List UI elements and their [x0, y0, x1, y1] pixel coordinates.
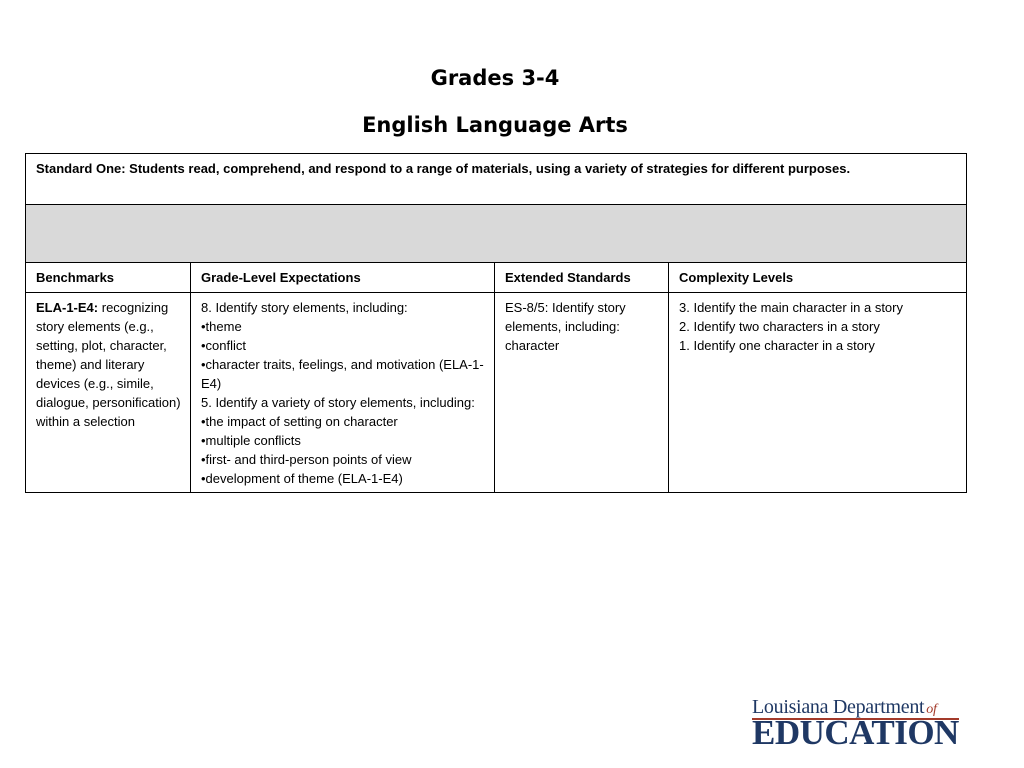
column-header-extended-standards: Extended Standards: [495, 263, 669, 293]
shaded-cell: [26, 205, 967, 263]
complexity-line: 3. Identify the main character in a story: [679, 300, 903, 315]
expectation-line: 8. Identify story elements, including:: [201, 300, 408, 315]
grade-title: Grades 3-4: [430, 66, 560, 90]
expectations-cell: [191, 293, 495, 493]
expectation-line: •the impact of setting on character: [201, 414, 398, 429]
shaded-row: [26, 205, 967, 263]
expectation-line: •multiple conflicts: [201, 433, 301, 448]
subject-title: English Language Arts: [362, 113, 628, 137]
header-row: [26, 263, 967, 293]
logo-of-text: of: [926, 702, 937, 717]
column-header-benchmarks: Benchmarks: [26, 263, 191, 293]
column-header-grade-level-expectations: Grade-Level Expectations: [191, 263, 495, 293]
expectation-line: •development of theme (ELA-1-E4): [201, 471, 403, 486]
expectation-line: •theme: [201, 319, 242, 334]
louisiana-department-of-education-logo: [752, 696, 962, 752]
logo-education-text: EDUCATION: [752, 713, 959, 752]
benchmark-text: recognizing story elements (e.g., setting, plot, character, theme) and literary devices (e.g., simile, dialogue, personification) within a selection: [36, 300, 181, 429]
expectation-line: •character traits, feelings, and motivation (ELA-1-E4): [201, 357, 484, 391]
benchmark-code: ELA-1-E4:: [36, 300, 99, 315]
complexity-line: 2. Identify two characters in a story: [679, 319, 880, 334]
standard-row: [26, 154, 967, 205]
column-header-complexity-levels: Complexity Levels: [669, 263, 967, 293]
expectation-line: •first- and third-person points of view: [201, 452, 412, 467]
benchmark-cell: [26, 293, 191, 493]
standards-table: [25, 153, 967, 493]
expectation-line: •conflict: [201, 338, 247, 353]
table-row: [26, 293, 967, 493]
extended-standards-cell: ES-8/5: Identify story elements, including: character: [495, 293, 669, 493]
expectation-line: 5. Identify a variety of story elements, including:: [201, 395, 475, 410]
complexity-levels-cell: [669, 293, 967, 493]
logo-department-text: Louisiana Department: [752, 696, 925, 718]
complexity-line: 1. Identify one character in a story: [679, 338, 875, 353]
standard-text: Standard One: Students read, comprehend, and respond to a range of materials, using a variety of strategies for different purposes.: [26, 154, 967, 205]
